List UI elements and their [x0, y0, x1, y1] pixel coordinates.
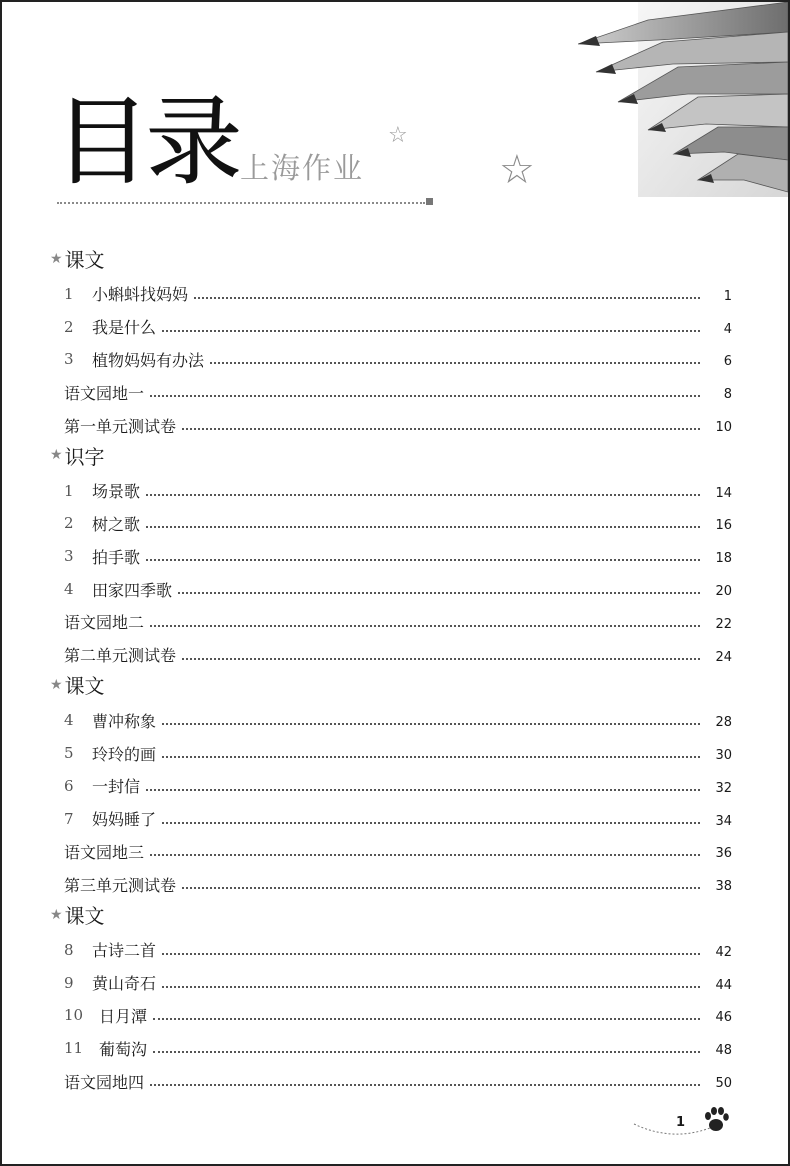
star-icon: ☆ — [499, 147, 535, 193]
entry-number: 7 — [64, 809, 74, 828]
leader-dots — [162, 756, 700, 758]
leader-dots — [162, 330, 700, 332]
entry-number: 10 — [64, 1006, 84, 1025]
entry-title: 第二单元测试卷 — [64, 643, 180, 666]
toc-entry[interactable] — [2, 838, 788, 864]
leader-dots — [182, 658, 700, 660]
section-heading — [50, 244, 105, 273]
section-heading-text: 课文 — [64, 674, 105, 699]
entry-page-number: 36 — [715, 846, 732, 862]
leader-dots — [150, 1084, 700, 1086]
entry-page-number: 42 — [715, 944, 732, 960]
entry-number: 9 — [64, 973, 74, 992]
entry-page-number: 22 — [715, 616, 732, 632]
entry-page-number: 24 — [715, 649, 732, 665]
entry-title: 语文园地二 — [64, 610, 148, 633]
star-icon: ★ — [50, 676, 63, 693]
entry-page-number: 8 — [723, 387, 732, 403]
leader-dots — [146, 494, 700, 496]
entry-page-number: 28 — [715, 715, 732, 731]
toc-entry[interactable] — [2, 773, 788, 799]
entry-title: 古诗二首 — [92, 938, 160, 961]
entry-title: 小蝌蚪找妈妈 — [92, 282, 192, 305]
entry-page-number: 34 — [715, 813, 732, 829]
entry-title: 树之歌 — [92, 512, 144, 535]
toc-entry[interactable] — [2, 281, 788, 307]
section-heading-text: 课文 — [64, 904, 105, 928]
entry-number: 6 — [64, 776, 74, 795]
page-number: 1 — [676, 1115, 686, 1130]
toc-entry[interactable] — [2, 609, 788, 635]
star-icon: ★ — [50, 250, 63, 267]
entry-title: 田家四季歌 — [92, 578, 176, 601]
toc-entry[interactable] — [2, 642, 788, 668]
entry-title: 一封信 — [92, 774, 144, 797]
entry-title: 语文园地四 — [64, 1070, 148, 1093]
pencils-icon — [578, 2, 788, 197]
entry-page-number: 48 — [715, 1043, 732, 1059]
entry-page-number: 38 — [715, 879, 732, 895]
page-title: 目录 — [54, 86, 238, 198]
leader-dots — [146, 789, 700, 791]
leader-dots — [162, 822, 700, 824]
entry-page-number: 46 — [715, 1010, 732, 1026]
entry-title: 拍手歌 — [92, 545, 144, 568]
entry-title: 玲玲的画 — [92, 742, 160, 765]
entry-title: 妈妈睡了 — [92, 807, 160, 830]
toc-entry[interactable] — [2, 806, 788, 832]
toc-entry[interactable] — [2, 412, 788, 438]
entry-number: 8 — [64, 940, 74, 959]
entry-page-number: 20 — [715, 584, 732, 599]
entry-title: 日月潭 — [99, 1004, 151, 1027]
leader-dots — [178, 592, 700, 594]
title-divider — [57, 202, 425, 204]
entry-number: 2 — [64, 317, 74, 336]
entry-number: 4 — [64, 580, 74, 598]
star-icon: ☆ — [388, 123, 408, 148]
entry-page-number: 30 — [715, 748, 732, 763]
entry-title: 植物妈妈有办法 — [92, 348, 208, 371]
entry-title: 场景歌 — [92, 479, 144, 502]
entry-number: 3 — [64, 547, 74, 566]
entry-page-number: 44 — [715, 977, 732, 993]
toc-entry[interactable] — [2, 346, 788, 372]
section-heading-text: 课文 — [64, 248, 105, 272]
toc-entry[interactable] — [2, 970, 788, 996]
divider-end-mark — [426, 198, 433, 205]
entry-page-number: 32 — [715, 780, 732, 796]
leader-dots — [182, 428, 700, 430]
entry-number: 4 — [64, 711, 74, 730]
section-heading — [50, 441, 105, 470]
entry-page-number: 16 — [715, 518, 732, 534]
toc-entry[interactable] — [2, 543, 788, 569]
toc-entry[interactable] — [2, 314, 788, 340]
leader-dots — [150, 395, 700, 397]
toc-entry[interactable] — [2, 871, 788, 897]
entry-title: 语文园地一 — [64, 381, 148, 404]
entry-page-number: 18 — [715, 551, 732, 567]
toc-entry[interactable] — [2, 1068, 788, 1094]
entry-page-number: 10 — [715, 420, 732, 435]
toc-entry[interactable] — [2, 740, 788, 766]
entry-title: 曹冲称象 — [92, 709, 160, 732]
entry-title: 黄山奇石 — [92, 971, 160, 994]
leader-dots — [150, 625, 700, 627]
entry-number: 11 — [64, 1039, 84, 1058]
toc-entry[interactable] — [2, 1002, 788, 1028]
toc-entry[interactable] — [2, 510, 788, 536]
toc-entry[interactable] — [2, 707, 788, 733]
entry-number: 5 — [64, 744, 74, 762]
entry-title: 我是什么 — [92, 315, 160, 338]
entry-page-number: 14 — [715, 485, 732, 501]
star-icon: ★ — [50, 906, 63, 923]
entry-title: 语文园地三 — [64, 840, 148, 863]
entry-title: 葡萄沟 — [99, 1037, 151, 1060]
leader-dots — [194, 297, 700, 299]
entry-title: 第三单元测试卷 — [64, 873, 180, 896]
leader-dots — [153, 1051, 700, 1053]
toc-entry[interactable] — [2, 379, 788, 405]
leader-dots — [146, 526, 700, 528]
toc-entry[interactable] — [2, 937, 788, 963]
leader-dots — [210, 362, 700, 364]
paw-icon — [703, 1106, 729, 1134]
entry-number: 1 — [64, 481, 74, 500]
page-subtitle: 上海作业 — [240, 151, 365, 185]
entry-page-number: 1 — [723, 288, 732, 304]
entry-number: 3 — [64, 350, 74, 369]
star-icon: ★ — [50, 447, 63, 464]
entry-page-number: 4 — [723, 321, 732, 337]
toc-entry[interactable] — [2, 478, 788, 504]
entry-number: 1 — [64, 284, 74, 303]
leader-dots — [182, 887, 700, 889]
toc-entry[interactable] — [2, 576, 788, 602]
leader-dots — [162, 723, 700, 725]
entry-title: 第一单元测试卷 — [64, 414, 180, 437]
section-heading — [50, 670, 105, 699]
entry-page-number: 50 — [715, 1076, 732, 1091]
toc-entry[interactable] — [2, 1035, 788, 1061]
entry-page-number: 6 — [723, 354, 732, 370]
leader-dots — [153, 1018, 700, 1020]
entry-number: 2 — [64, 514, 74, 533]
section-heading — [50, 900, 105, 929]
leader-dots — [162, 953, 700, 955]
section-heading-text: 识字 — [64, 444, 105, 469]
leader-dots — [146, 559, 700, 561]
leader-dots — [162, 986, 700, 988]
leader-dots — [150, 854, 700, 856]
